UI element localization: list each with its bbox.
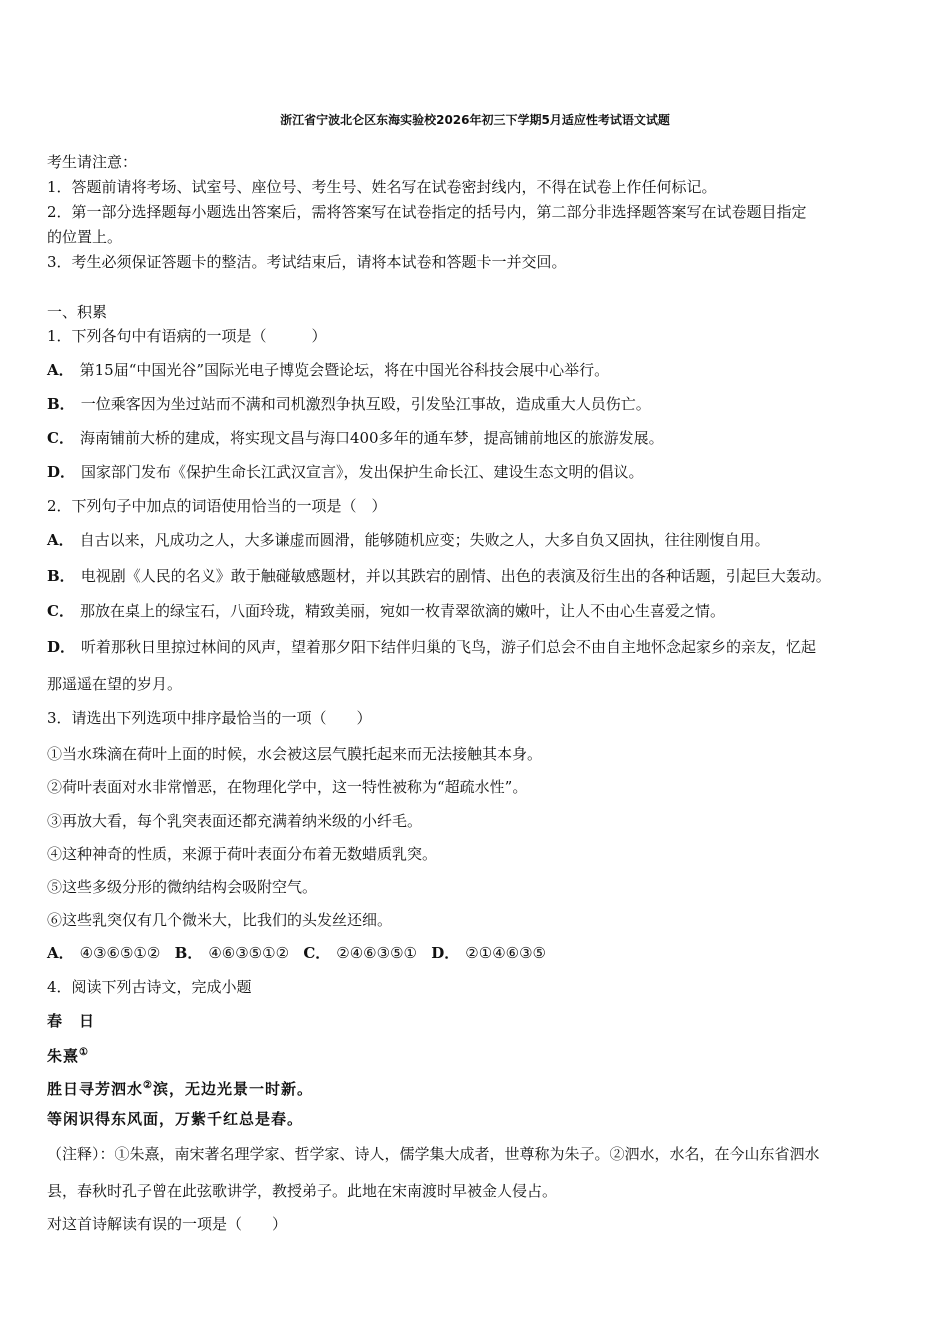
choice-label: D．	[431, 944, 460, 962]
poem-note: （注释）：①朱熹，南宋著名理学家、哲学家、诗人，儒学集大成者，世尊称为朱子。②泗水，水名，在今山东省泗水	[47, 1145, 820, 1163]
author-name: 朱熹	[47, 1047, 80, 1065]
q1-stem: 1．下列各句中有语病的一项是（ ）	[47, 327, 327, 345]
option-text: 第15届“中国光谷”国际光电子博览会暨论坛，将在中国光谷科技会展中心举行。	[79, 361, 610, 379]
poem-note-continued: 县，春秋时孔子曾在此弦歌讲学，教授弟子。此地在宋南渡时早被金人侵占。	[47, 1182, 558, 1200]
q2-option-b	[47, 566, 831, 586]
option-label: C．	[47, 429, 74, 447]
q3-sentence: ③再放大看，每个乳突表面还都充满着纳米级的小纤毛。	[47, 812, 423, 830]
q3-sentence: ⑥这些乳突仅有几个微米大，比我们的头发丝还细。	[47, 911, 393, 929]
section-heading: 一、积累	[47, 303, 108, 321]
footnote-mark: ①	[79, 1047, 89, 1058]
poem-title: 春 日	[47, 1012, 96, 1030]
q4-stem: 4．阅读下列古诗文，完成小题	[47, 978, 252, 996]
option-label: B．	[47, 567, 75, 585]
option-label: A．	[47, 531, 74, 549]
q4-question: 对这首诗解读有误的一项是（ ）	[47, 1215, 288, 1233]
q2-stem: 2．下列句子中加点的词语使用恰当的一项是（ ）	[47, 497, 387, 515]
notice-item: 2．第一部分选择题每小题选出答案后，需将答案写在试卷指定的括号内，第二部分非选择题答案写在试卷题目指定	[47, 203, 807, 221]
q2-option-a	[47, 530, 770, 550]
poem-text: 胜日寻芳泗水	[47, 1080, 144, 1098]
option-text: 电视剧《人民的名义》敢于触碰敏感题材，并以其跌宕的剧情、出色的表演及衍生出的各种话题，引起巨大轰动。	[80, 567, 831, 585]
page-title: 浙江省宁波北仑区东海实验校2026年初三下学期5月适应性考试语文试题	[280, 113, 670, 127]
q1-option-a	[47, 360, 609, 380]
choice-label: B．	[174, 944, 203, 962]
option-label: D．	[47, 463, 76, 481]
q1-option-d	[47, 462, 644, 482]
choice-text: ④③⑥⑤①②	[79, 944, 161, 962]
poem-line-1	[47, 1076, 313, 1099]
option-text: 听着那秋日里掠过林间的风声，望着那夕阳下结伴归巢的飞鸟，游子们总会不由自主地怀念起家乡的亲友，忆起	[81, 638, 817, 656]
q1-option-c	[47, 428, 664, 448]
option-text: 海南铺前大桥的建成，将实现文昌与海口400多年的通车梦，提高铺前地区的旅游发展。	[79, 429, 664, 447]
choice-text: ②①④⑥③⑤	[465, 944, 546, 962]
poem-text: 滨，无边光景一时新。	[152, 1080, 313, 1098]
choice-label: C．	[303, 944, 331, 962]
q2-option-d	[47, 637, 816, 657]
footnote-mark: ②	[143, 1080, 153, 1091]
option-label: A．	[47, 361, 74, 379]
option-text: 一位乘客因为坐过站而不满和司机激烈争执互殴，引发坠江事故，造成重大人员伤亡。	[80, 395, 651, 413]
notice-item: 3．考生必须保证答题卡的整洁。考试结束后，请将本试卷和答题卡一并交回。	[47, 253, 567, 271]
q3-choices	[47, 943, 546, 963]
option-label: B．	[47, 395, 75, 413]
q3-sentence: ④这种神奇的性质，来源于荷叶表面分布着无数蜡质乳突。	[47, 845, 438, 863]
notice-item: 1．答题前请将考场、试室号、座位号、考生号、姓名写在试卷密封线内，不得在试卷上作任何标记。	[47, 178, 717, 196]
q1-option-b	[47, 394, 651, 414]
q3-sentence: ②荷叶表面对水非常憎恶，在物理化学中，这一特性被称为“超疏水性”。	[47, 778, 528, 796]
choice-label: A．	[47, 944, 74, 962]
poem-author	[47, 1043, 89, 1066]
q3-stem: 3．请选出下列选项中排序最恰当的一项（ ）	[47, 709, 372, 727]
choice-text: ④⑥③⑤①②	[208, 944, 290, 962]
option-label: C．	[47, 602, 74, 620]
option-text: 自古以来，凡成功之人，大多谦虚而圆滑，能够随机应变；失败之人，大多自负又固执，往往刚愎自用。	[79, 531, 770, 549]
q2-option-d-continued: 那遥遥在望的岁月。	[47, 675, 183, 693]
choice-text: ②④⑥③⑤①	[336, 944, 417, 962]
q3-sentence: ①当水珠滴在荷叶上面的时候，水会被这层气膜托起来而无法接触其本身。	[47, 745, 543, 763]
notice-header: 考生请注意：	[47, 153, 138, 171]
option-label: D．	[47, 638, 76, 656]
q3-sentence: ⑤这些多级分形的微纳结构会吸附空气。	[47, 878, 318, 896]
option-text: 那放在桌上的绿宝石，八面玲珑，精致美丽，宛如一枚青翠欲滴的嫩叶，让人不由心生喜爱之情。	[79, 602, 725, 620]
notice-item: 的位置上。	[47, 228, 123, 246]
option-text: 国家部门发布《保护生命长江武汉宣言》，发出保护生命长江、建设生态文明的倡议。	[81, 463, 644, 481]
q2-option-c	[47, 601, 725, 621]
poem-line-2: 等闲识得东风面，万紫千红总是春。	[47, 1110, 304, 1128]
